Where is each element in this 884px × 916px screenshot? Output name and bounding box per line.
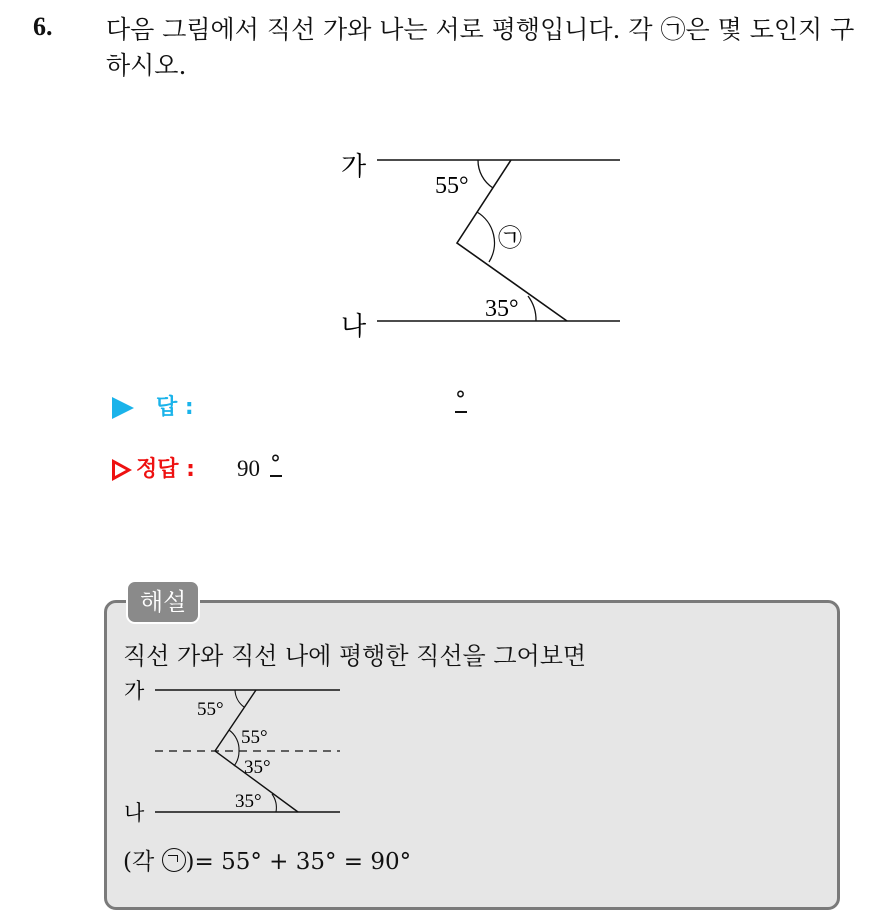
solution-text: 직선 가와 직선 나에 평행한 직선을 그어보면 — [123, 642, 587, 670]
angle-unknown-label: ㉠ — [498, 224, 522, 252]
angle-35-label: 35° — [485, 296, 519, 322]
sol-label-ga: 가 — [124, 679, 145, 703]
answer-label: 답 : — [156, 395, 194, 420]
sol-angle-2: 55° — [241, 727, 268, 748]
circled-giyeok-icon — [162, 848, 186, 872]
sol-label-na: 나 — [124, 801, 145, 825]
correct-answer-value: 90 — [237, 456, 260, 481]
formula-prefix: (각 — [123, 849, 162, 875]
correct-answer-unit: ° — [270, 452, 281, 477]
solution-formula — [123, 843, 411, 876]
question-number: 6. — [33, 12, 53, 41]
sol-angle-4: 35° — [235, 791, 262, 812]
question-text: 다음 그림에서 직선 가와 나는 서로 평행입니다. 각 ㉠은 몇 도인지 구하시오. — [106, 15, 855, 80]
answer-unit: ° — [455, 388, 466, 413]
sol-angle-3: 35° — [244, 757, 271, 778]
sol-angle-1: 55° — [197, 699, 224, 720]
solution-tag: 해설 — [126, 580, 200, 624]
label-na: 나 — [341, 312, 367, 342]
angle-55-label: 55° — [435, 173, 469, 199]
formula-suffix: )= 55° + 35° = 90° — [185, 849, 412, 875]
correct-answer-label: 정답 : — [136, 457, 195, 482]
label-ga: 가 — [341, 152, 367, 182]
